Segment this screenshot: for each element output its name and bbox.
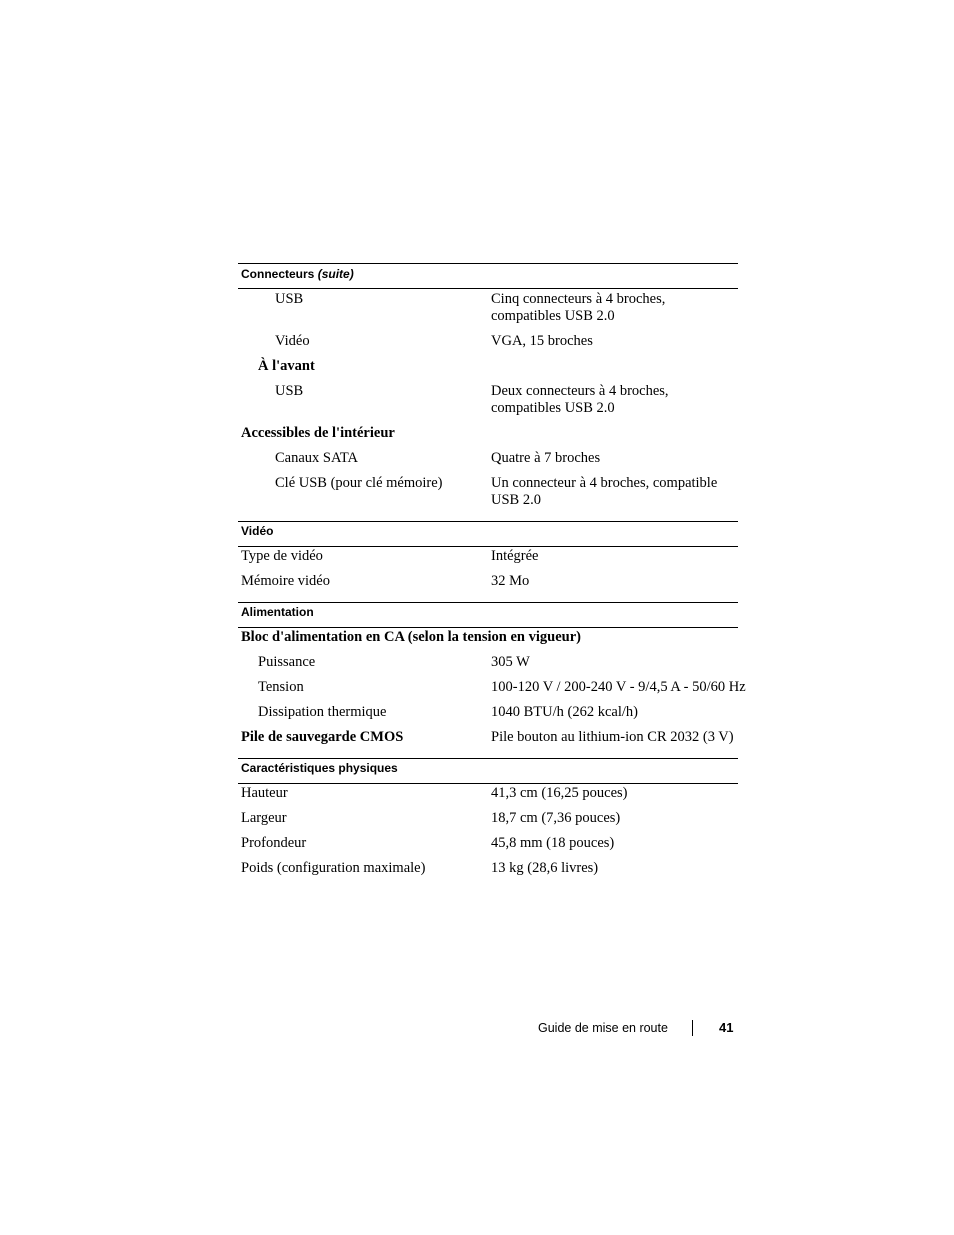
- section-header-rule: [238, 288, 738, 289]
- section-top-rule: [238, 602, 738, 603]
- spec-label: Largeur: [241, 810, 287, 826]
- spec-label: Profondeur: [241, 835, 307, 851]
- spec-value: Quatre à 7 broches: [491, 450, 601, 466]
- section-title-alimentation: Alimentation: [241, 605, 314, 619]
- spec-value: 18,7 cm (7,36 pouces): [491, 810, 621, 826]
- spec-value: VGA, 15 broches: [491, 333, 593, 349]
- section-title-video: Vidéo: [241, 524, 274, 538]
- spec-value: 41,3 cm (16,25 pouces): [491, 785, 628, 801]
- spec-value: compatibles USB 2.0: [491, 400, 615, 416]
- spec-value: 305 W: [491, 654, 530, 670]
- section-title-physique: Caractéristiques physiques: [241, 761, 398, 775]
- section-title-suffix: (suite): [317, 267, 354, 281]
- spec-value: 1040 BTU/h (262 kcal/h): [491, 704, 638, 720]
- spec-label: USB: [275, 291, 304, 307]
- section-top-rule: [238, 521, 738, 522]
- spec-group-label: Bloc d'alimentation en CA (selon la tension en vigueur): [241, 629, 581, 645]
- spec-value: 100-120 V / 200-240 V - 9/4,5 A - 50/60 Hz: [491, 679, 746, 695]
- spec-value: 32 Mo: [491, 573, 530, 589]
- footer-separator: [692, 1020, 693, 1036]
- spec-value: 45,8 mm (18 pouces): [491, 835, 615, 851]
- section-header-rule: [238, 627, 738, 628]
- spec-group-label: Pile de sauvegarde CMOS: [241, 729, 404, 745]
- section-header-rule: [238, 783, 738, 784]
- spec-value: Intégrée: [491, 548, 539, 564]
- section-top-rule: [238, 758, 738, 759]
- section-top-rule: [238, 263, 738, 264]
- spec-value: Cinq connecteurs à 4 broches,: [491, 291, 666, 307]
- spec-value: compatibles USB 2.0: [491, 308, 615, 324]
- spec-label: Canaux SATA: [275, 450, 359, 466]
- section-header-rule: [238, 546, 738, 547]
- spec-label: Dissipation thermique: [258, 704, 387, 720]
- spec-group-label: Accessibles de l'intérieur: [241, 425, 395, 441]
- spec-value: Un connecteur à 4 broches, compatible: [491, 475, 718, 491]
- footer-guide-title: Guide de mise en route: [538, 1021, 668, 1035]
- spec-value: Deux connecteurs à 4 broches,: [491, 383, 669, 399]
- spec-label: Type de vidéo: [241, 548, 323, 564]
- spec-label: Clé USB (pour clé mémoire): [275, 475, 443, 491]
- spec-label: Mémoire vidéo: [241, 573, 330, 589]
- spec-label: Puissance: [258, 654, 316, 670]
- spec-group-label: À l'avant: [258, 358, 315, 374]
- spec-value: Pile bouton au lithium-ion CR 2032 (3 V): [491, 729, 734, 745]
- section-title-connecteurs: Connecteurs (suite): [241, 267, 354, 281]
- spec-label: Poids (configuration maximale): [241, 860, 426, 876]
- page-number: 41: [719, 1020, 734, 1035]
- spec-label: Hauteur: [241, 785, 288, 801]
- spec-label: Tension: [258, 679, 304, 695]
- spec-label: Vidéo: [275, 333, 310, 349]
- spec-value: 13 kg (28,6 livres): [491, 860, 599, 876]
- spec-value: USB 2.0: [491, 492, 541, 508]
- spec-label: USB: [275, 383, 304, 399]
